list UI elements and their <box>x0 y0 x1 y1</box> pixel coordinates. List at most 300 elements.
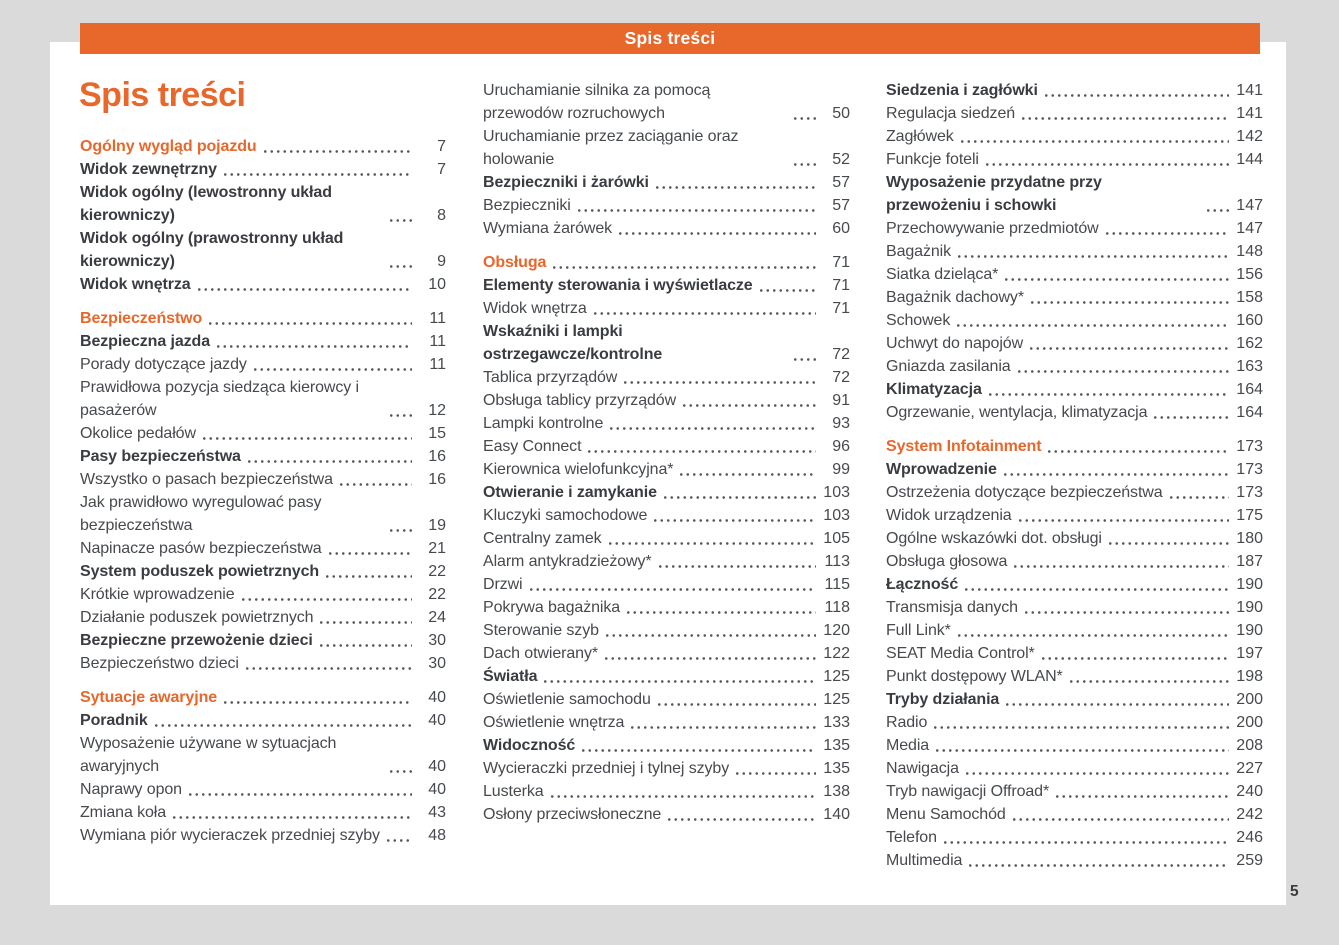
toc-entry-label: Bezpieczeństwo dzieci <box>80 655 239 672</box>
chapter-header-banner <box>80 23 1260 54</box>
dot-leader <box>955 324 1229 327</box>
toc-entry-page-number: 22 <box>428 563 446 580</box>
toc-entry-label: Tablica przyrządów <box>483 369 618 386</box>
toc-entry-page-number: 120 <box>823 622 850 639</box>
toc-entry-section <box>80 158 446 181</box>
toc-entry-page-number: 208 <box>1236 737 1263 754</box>
toc-entry-label: Światła <box>483 668 538 685</box>
toc-entry-label: Okolice pedałów <box>80 425 196 442</box>
toc-entry-label: Wprowadzenie <box>886 461 997 478</box>
toc-entry-section <box>886 378 1263 401</box>
toc-entry-page-number: 15 <box>428 425 446 442</box>
toc-entry-topic <box>886 355 1263 378</box>
toc-entry-page-number: 175 <box>1236 507 1263 524</box>
toc-entry-page-number: 50 <box>832 105 850 122</box>
toc-group <box>80 307 446 675</box>
toc-entry-section <box>80 181 446 227</box>
toc-entry-topic <box>80 353 446 376</box>
dot-leader <box>549 795 816 798</box>
dot-leader <box>318 644 412 647</box>
toc-entry-page-number: 10 <box>428 276 446 293</box>
toc-entry-label: Wyposażenie używane w sytuacjach awaryjnych <box>80 735 337 775</box>
toc-entry-section <box>80 445 446 468</box>
toc-entry-topic <box>886 826 1263 849</box>
dot-leader <box>1054 795 1229 798</box>
toc-entry-page-number: 7 <box>437 138 446 155</box>
dot-leader <box>324 575 412 578</box>
toc-entry-page-number: 190 <box>1236 599 1263 616</box>
toc-entry-label: Wszystko o pasach bezpieczeństwa <box>80 471 333 488</box>
toc-entry-label: Klimatyzacja <box>886 381 982 398</box>
toc-group <box>886 79 1263 424</box>
toc-entry-page-number: 148 <box>1236 243 1263 260</box>
toc-entry-label: Kluczyki samochodowe <box>483 507 648 524</box>
toc-entry-topic <box>483 435 850 458</box>
toc-entry-page-number: 158 <box>1236 289 1263 306</box>
toc-entry-label: Transmisja danych <box>886 599 1018 616</box>
toc-entry-label: Nawigacja <box>886 760 959 777</box>
toc-entry-section <box>483 320 850 366</box>
toc-entry-label: Bagażnik dachowy* <box>886 289 1024 306</box>
toc-entry-topic <box>483 297 850 320</box>
toc-entry-topic <box>483 596 850 619</box>
dot-leader <box>1040 657 1229 660</box>
toc-entry-page-number: 142 <box>1236 128 1263 145</box>
dot-leader <box>1068 680 1229 683</box>
toc-entry-section <box>483 734 850 757</box>
toc-entry-topic <box>483 803 850 826</box>
toc-entry-label: Przechowywanie przedmiotów <box>886 220 1099 237</box>
dot-leader <box>240 598 412 601</box>
toc-entry-topic <box>886 102 1263 125</box>
toc-entry-page-number: 227 <box>1236 760 1263 777</box>
toc-entry-label: Dach otwierany* <box>483 645 599 662</box>
dot-leader <box>1029 301 1229 304</box>
toc-entry-section <box>886 79 1263 102</box>
dot-leader <box>1011 818 1229 821</box>
toc-entry-topic <box>483 389 850 412</box>
toc-entry-label: Alarm antykradzieżowy* <box>483 553 652 570</box>
toc-entry-label: Bezpieczniki i żarówki <box>483 174 649 191</box>
dot-leader <box>987 393 1229 396</box>
toc-entry-label: Gniazda zasilania <box>886 358 1011 375</box>
toc-entry-topic <box>483 527 850 550</box>
toc-entry-label: Widok urządzenia <box>886 507 1012 524</box>
toc-entry-label: Bezpieczniki <box>483 197 571 214</box>
toc-entry-topic <box>886 217 1263 240</box>
toc-entry-page-number: 147 <box>1236 197 1263 214</box>
toc-entry-page-number: 160 <box>1236 312 1263 329</box>
toc-entry-label: Pasy bezpieczeństwa <box>80 448 241 465</box>
toc-entry-label: Ogrzewanie, wentylacja, klimatyzacja <box>886 404 1148 421</box>
toc-entry-chapter <box>80 135 446 158</box>
toc-entry-topic <box>886 803 1263 826</box>
toc-entry-topic <box>886 332 1263 355</box>
dot-leader <box>666 818 816 821</box>
toc-entry-label: Easy Connect <box>483 438 582 455</box>
toc-entry-page-number: 240 <box>1236 783 1263 800</box>
toc-entry-label: Centralny zamek <box>483 530 602 547</box>
toc-entry-page-number: 40 <box>428 758 446 775</box>
toc-entry-page-number: 16 <box>428 448 446 465</box>
toc-entry-topic <box>886 780 1263 803</box>
toc-entry-topic <box>80 491 446 537</box>
dot-leader <box>678 473 816 476</box>
toc-entry-label: Tryb nawigacji Offroad* <box>886 783 1050 800</box>
toc-entry-page-number: 12 <box>428 402 446 419</box>
toc-entry-label: Elementy sterowania i wyświetlacze <box>483 277 753 294</box>
toc-entry-page-number: 40 <box>428 781 446 798</box>
toc-entry-section <box>483 274 850 297</box>
dot-leader <box>1016 370 1229 373</box>
dot-leader <box>656 703 816 706</box>
toc-entry-label: Wymiana piór wycieraczek przedniej szyby <box>80 827 380 844</box>
toc-entry-page-number: 187 <box>1236 553 1263 570</box>
dot-leader <box>934 749 1229 752</box>
dot-leader <box>327 552 412 555</box>
toc-entry-label: Full Link* <box>886 622 951 639</box>
toc-entry-topic <box>80 422 446 445</box>
toc-entry-topic <box>886 550 1263 573</box>
toc-entry-topic <box>483 757 850 780</box>
toc-entry-label: Widok wnętrza <box>80 276 191 293</box>
dot-leader <box>196 288 412 291</box>
toc-entry-page-number: 71 <box>832 277 850 294</box>
dot-leader <box>792 163 816 166</box>
dot-leader <box>222 701 412 704</box>
toc-entry-label: Wyposażenie przydatne przy przewożeniu i schowki <box>886 174 1102 214</box>
toc-entry-label: Osłony przeciwsłoneczne <box>483 806 662 823</box>
page-title: Spis treści <box>79 76 246 114</box>
dot-leader <box>171 816 412 819</box>
toc-entry-page-number: 144 <box>1236 151 1263 168</box>
toc-entry-label: System poduszek powietrznych <box>80 563 320 580</box>
toc-entry-topic <box>80 606 446 629</box>
toc-entry-section <box>80 709 446 732</box>
dot-leader <box>388 414 412 417</box>
dot-leader <box>792 358 816 361</box>
toc-entry-topic <box>80 537 446 560</box>
toc-entry-label: Pokrywa bagażnika <box>483 599 621 616</box>
toc-entry-page-number: 105 <box>823 530 850 547</box>
toc-entry-label: Obsługa tablicy przyrządów <box>483 392 677 409</box>
toc-entry-label: Poradnik <box>80 712 148 729</box>
dot-leader <box>942 841 1229 844</box>
toc-entry-topic <box>483 194 850 217</box>
toc-entry-section <box>886 171 1263 217</box>
dot-leader <box>963 588 1229 591</box>
dot-leader <box>792 117 816 120</box>
toc-entry-topic <box>80 778 446 801</box>
toc-entry-label: Bezpieczne przewożenie dzieci <box>80 632 313 649</box>
toc-entry-section <box>483 481 850 504</box>
toc-entry-topic <box>886 125 1263 148</box>
toc-entry-label: Sterowanie szyb <box>483 622 599 639</box>
dot-leader <box>607 542 816 545</box>
toc-entry-topic <box>886 263 1263 286</box>
toc-entry-topic <box>483 217 850 240</box>
toc-entry-topic <box>483 573 850 596</box>
toc-entry-page-number: 163 <box>1236 358 1263 375</box>
toc-entry-label: Naprawy opon <box>80 781 182 798</box>
toc-entry-section <box>80 560 446 583</box>
toc-column-3 <box>886 79 1263 872</box>
toc-entry-page-number: 173 <box>1236 484 1263 501</box>
dot-leader <box>1023 611 1229 614</box>
dot-leader <box>244 667 412 670</box>
toc-entry-label: Widok wnętrza <box>483 300 587 317</box>
toc-entry-label: Otwieranie i zamykanie <box>483 484 657 501</box>
toc-group <box>483 251 850 826</box>
dot-leader <box>551 266 816 269</box>
toc-entry-label: Lusterka <box>483 783 544 800</box>
toc-entry-label: Bezpieczeństwo <box>80 310 203 327</box>
toc-entry-topic <box>886 619 1263 642</box>
toc-entry-topic <box>483 550 850 573</box>
toc-entry-topic <box>483 504 850 527</box>
toc-entry-page-number: 135 <box>823 737 850 754</box>
toc-entry-topic <box>483 458 850 481</box>
dot-leader <box>956 255 1229 258</box>
toc-entry-page-number: 57 <box>832 174 850 191</box>
toc-entry-label: Funkcje foteli <box>886 151 979 168</box>
toc-entry-page-number: 103 <box>823 484 850 501</box>
toc-entry-topic <box>886 148 1263 171</box>
toc-entry-label: Schowek <box>886 312 951 329</box>
dot-leader <box>1043 94 1229 97</box>
toc-entry-page-number: 8 <box>437 207 446 224</box>
toc-entry-page-number: 246 <box>1236 829 1263 846</box>
toc-entry-page-number: 96 <box>832 438 850 455</box>
dot-leader <box>1152 416 1229 419</box>
toc-entry-label: SEAT Media Control* <box>886 645 1035 662</box>
dot-leader <box>629 726 816 729</box>
dot-leader <box>1004 703 1229 706</box>
toc-entry-section <box>886 573 1263 596</box>
toc-entry-section <box>80 273 446 296</box>
toc-entry-topic <box>886 504 1263 527</box>
dot-leader <box>617 232 816 235</box>
toc-entry-page-number: 103 <box>823 507 850 524</box>
toc-entry-label: Ogólne wskazówki dot. obsługi <box>886 530 1102 547</box>
toc-entry-label: Kierownica wielofunkcyjna* <box>483 461 674 478</box>
toc-entry-topic <box>483 780 850 803</box>
dot-leader <box>586 450 816 453</box>
toc-entry-page-number: 138 <box>823 783 850 800</box>
toc-entry-page-number: 19 <box>428 517 446 534</box>
toc-entry-label: System Infotainment <box>886 438 1042 455</box>
toc-entry-label: Prawidłowa pozycja siedząca kierowcy i pasażerów <box>80 379 359 419</box>
toc-entry-topic <box>483 619 850 642</box>
toc-entry-topic <box>483 711 850 734</box>
toc-entry-page-number: 162 <box>1236 335 1263 352</box>
dot-leader <box>964 772 1229 775</box>
toc-entry-page-number: 125 <box>823 691 850 708</box>
toc-entry-chapter <box>80 686 446 709</box>
toc-entry-page-number: 30 <box>428 655 446 672</box>
toc-entry-topic <box>80 824 446 847</box>
toc-entry-page-number: 122 <box>823 645 850 662</box>
dot-leader <box>959 140 1229 143</box>
dot-leader <box>222 173 412 176</box>
dot-leader <box>1012 565 1229 568</box>
toc-entry-label: Oświetlenie wnętrza <box>483 714 625 731</box>
toc-entry-chapter <box>886 435 1263 458</box>
dot-leader <box>388 529 412 532</box>
toc-entry-page-number: 11 <box>429 333 446 350</box>
toc-entry-page-number: 72 <box>832 369 850 386</box>
toc-entry-page-number: 7 <box>437 161 446 178</box>
toc-entry-page-number: 242 <box>1236 806 1263 823</box>
dot-leader <box>318 621 412 624</box>
toc-entry-page-number: 190 <box>1236 622 1263 639</box>
toc-entry-label: Bezpieczna jazda <box>80 333 211 350</box>
toc-entry-label: Widok zewnętrzny <box>80 161 217 178</box>
dot-leader <box>603 657 816 660</box>
toc-entry-label: Uchwyt do napojów <box>886 335 1024 352</box>
toc-entry-label: Media <box>886 737 930 754</box>
toc-entry-label: Telefon <box>886 829 937 846</box>
toc-entry-page-number: 133 <box>823 714 850 731</box>
toc-entry-page-number: 180 <box>1236 530 1263 547</box>
toc-entry-topic <box>886 642 1263 665</box>
toc-entry-page-number: 52 <box>832 151 850 168</box>
toc-entry-label: Bagażnik <box>886 243 952 260</box>
toc-entry-page-number: 190 <box>1236 576 1263 593</box>
dot-leader <box>1107 542 1229 545</box>
toc-entry-label: Ogólny wygląd pojazdu <box>80 138 257 155</box>
dot-leader <box>662 496 816 499</box>
toc-entry-section <box>80 227 446 273</box>
toc-column-1 <box>80 135 446 847</box>
toc-entry-page-number: 9 <box>437 253 446 270</box>
toc-entry-page-number: 30 <box>428 632 446 649</box>
toc-entry-label: Jak prawidłowo wyregulować pasy bezpieczeństwa <box>80 494 322 534</box>
toc-entry-page-number: 141 <box>1236 82 1263 99</box>
dot-leader <box>187 793 412 796</box>
toc-entry-page-number: 40 <box>428 689 446 706</box>
dot-leader <box>657 565 816 568</box>
toc-entry-label: Oświetlenie samochodu <box>483 691 651 708</box>
dot-leader <box>984 163 1229 166</box>
toc-entry-topic <box>886 286 1263 309</box>
toc-entry-label: Widok ogólny (lewostronny układ kierowniczy) <box>80 184 332 224</box>
toc-entry-chapter <box>80 307 446 330</box>
toc-entry-page-number: 48 <box>428 827 446 844</box>
toc-entry-label: Łączność <box>886 576 959 593</box>
toc-entry-page-number: 40 <box>428 712 446 729</box>
toc-entry-topic <box>80 376 446 422</box>
dot-leader <box>956 634 1229 637</box>
toc-group <box>483 79 850 240</box>
dot-leader <box>252 368 412 371</box>
dot-leader <box>681 404 816 407</box>
dot-leader <box>654 186 816 189</box>
toc-entry-topic <box>886 665 1263 688</box>
toc-entry-page-number: 71 <box>832 300 850 317</box>
toc-entry-page-number: 164 <box>1236 381 1263 398</box>
toc-entry-label: Tryby działania <box>886 691 1000 708</box>
toc-entry-page-number: 115 <box>824 576 850 593</box>
toc-entry-label: Zmiana koła <box>80 804 167 821</box>
toc-entry-page-number: 118 <box>824 599 850 616</box>
dot-leader <box>388 770 412 773</box>
toc-entry-label: Radio <box>886 714 928 731</box>
dot-leader <box>1020 117 1229 120</box>
toc-entry-page-number: 91 <box>832 392 850 409</box>
toc-entry-page-number: 21 <box>428 540 446 557</box>
toc-entry-label: Widok ogólny (prawostronny układ kierowniczy) <box>80 230 344 270</box>
toc-entry-topic <box>886 849 1263 872</box>
toc-entry-section <box>886 688 1263 711</box>
dot-leader <box>576 209 816 212</box>
toc-entry-page-number: 197 <box>1236 645 1263 662</box>
toc-entry-topic <box>483 688 850 711</box>
toc-entry-topic <box>483 125 850 171</box>
toc-entry-page-number: 198 <box>1236 668 1263 685</box>
toc-entry-topic <box>886 240 1263 263</box>
dot-leader <box>153 724 412 727</box>
toc-entry-page-number: 147 <box>1236 220 1263 237</box>
toc-entry-label: Napinacze pasów bezpieczeństwa <box>80 540 322 557</box>
dot-leader <box>625 611 816 614</box>
toc-entry-label: Obsługa głosowa <box>886 553 1008 570</box>
toc-entry-page-number: 173 <box>1236 461 1263 478</box>
toc-entry-label: Obsługa <box>483 254 547 271</box>
toc-entry-label: Wycieraczki przedniej i tylnej szyby <box>483 760 730 777</box>
dot-leader <box>246 460 412 463</box>
dot-leader <box>967 864 1229 867</box>
dot-leader <box>592 312 816 315</box>
toc-entry-label: Sytuacje awaryjne <box>80 689 218 706</box>
toc-entry-page-number: 57 <box>832 197 850 214</box>
toc-entry-page-number: 140 <box>823 806 850 823</box>
toc-entry-label: Regulacja siedzeń <box>886 105 1016 122</box>
toc-entry-section <box>483 665 850 688</box>
toc-entry-label: Drzwi <box>483 576 523 593</box>
dot-leader <box>1017 519 1229 522</box>
toc-entry-topic <box>483 79 850 125</box>
dot-leader <box>604 634 816 637</box>
toc-entry-label: Uruchamianie przez zaciąganie oraz holowanie <box>483 128 739 168</box>
dot-leader <box>388 265 412 268</box>
toc-entry-topic <box>886 734 1263 757</box>
toc-column-2 <box>483 79 850 826</box>
toc-entry-label: Lampki kontrolne <box>483 415 604 432</box>
toc-entry-page-number: 164 <box>1236 404 1263 421</box>
toc-entry-page-number: 24 <box>428 609 446 626</box>
toc-entry-label: Punkt dostępowy WLAN* <box>886 668 1063 685</box>
dot-leader <box>932 726 1229 729</box>
toc-entry-label: Ostrzeżenia dotyczące bezpieczeństwa <box>886 484 1163 501</box>
toc-entry-page-number: 125 <box>823 668 850 685</box>
toc-entry-label: Menu Samochód <box>886 806 1006 823</box>
toc-group <box>886 435 1263 872</box>
toc-entry-topic <box>483 642 850 665</box>
toc-entry-label: Wskaźniki i lampki ostrzegawcze/kontrolne <box>483 323 663 363</box>
toc-group <box>80 686 446 847</box>
dot-leader <box>1205 209 1229 212</box>
dot-leader <box>542 680 816 683</box>
toc-entry-topic <box>80 583 446 606</box>
toc-entry-page-number: 259 <box>1236 852 1263 869</box>
toc-entry-topic <box>886 711 1263 734</box>
toc-entry-chapter <box>483 251 850 274</box>
toc-entry-page-number: 71 <box>832 254 850 271</box>
toc-entry-topic <box>483 366 850 389</box>
toc-entry-label: Zagłówek <box>886 128 954 145</box>
toc-entry-page-number: 200 <box>1236 691 1263 708</box>
